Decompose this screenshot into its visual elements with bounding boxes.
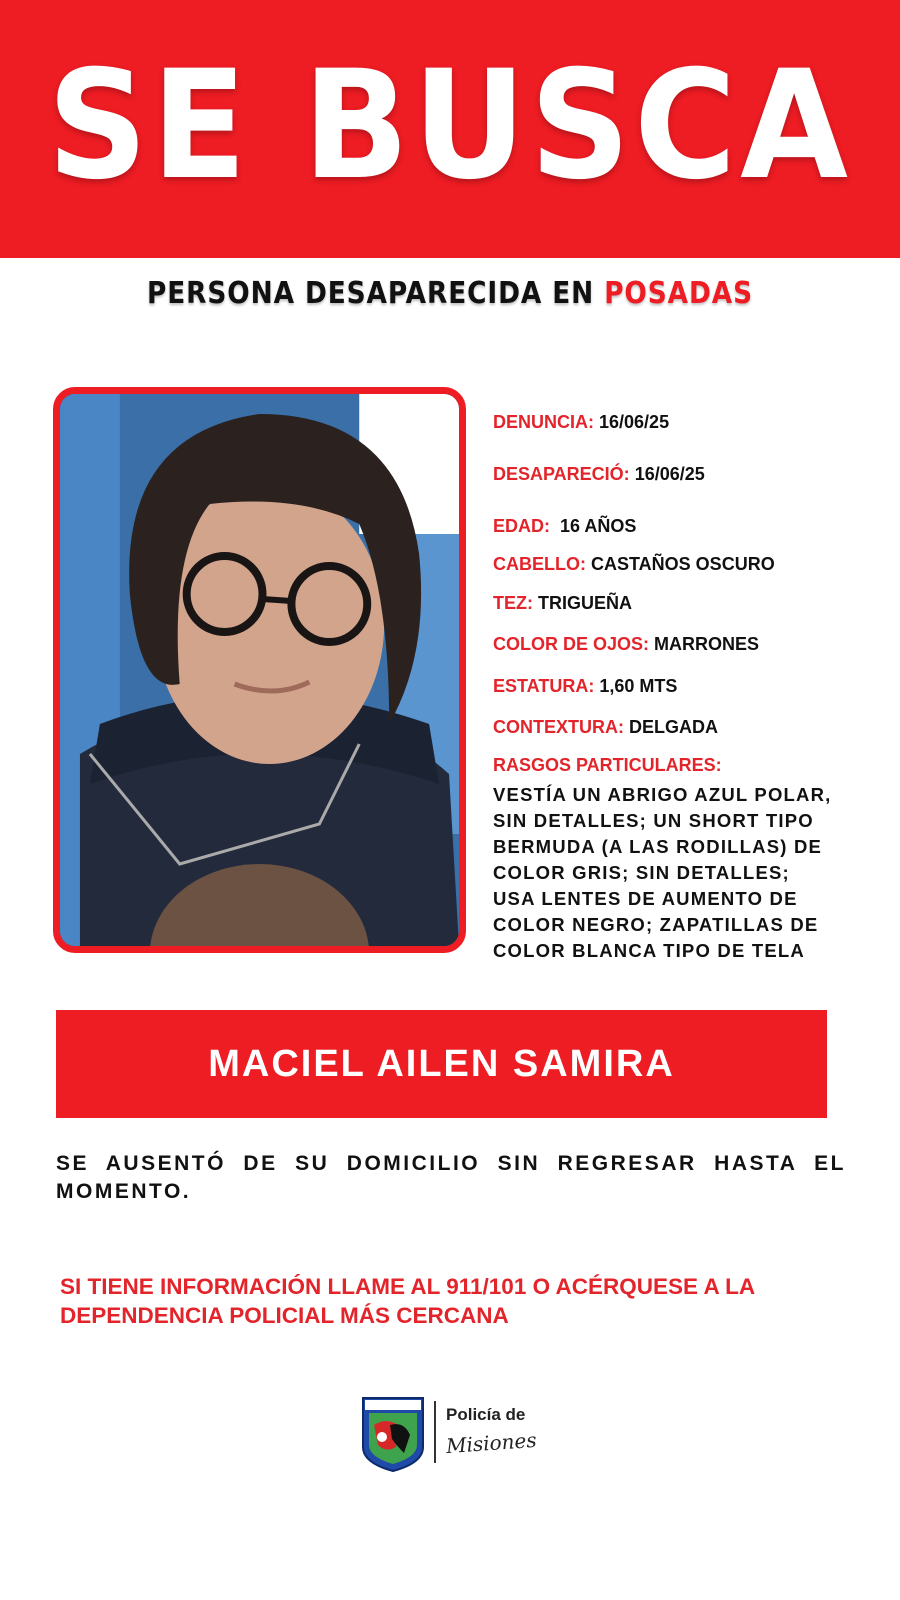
subtitle-city: POSADAS [604, 276, 753, 311]
police-logo [360, 1395, 560, 1475]
detail-contextura [493, 717, 718, 738]
detail-rasgos-label [493, 755, 722, 776]
detail-label: ESTATURA: [493, 676, 595, 696]
subtitle [54, 276, 846, 311]
detail-label: EDAD: [493, 516, 550, 536]
detail-cabello [493, 554, 775, 575]
detail-label: TEZ: [493, 593, 533, 613]
detail-label: COLOR DE OJOS: [493, 634, 650, 654]
logo-divider [434, 1401, 436, 1463]
detail-value: 16/06/25 [599, 412, 670, 432]
detail-label: RASGOS PARTICULARES: [493, 755, 722, 775]
brand-top-text: Policía de [446, 1405, 526, 1424]
detail-value: 1,60 MTS [599, 676, 678, 696]
detail-tez [493, 593, 632, 614]
detail-ojos [493, 634, 759, 655]
header-banner [0, 0, 900, 258]
brand-bottom-text: Misiones [445, 1427, 538, 1459]
detail-value: 16 AÑOS [560, 516, 637, 536]
detail-value: MARRONES [654, 634, 760, 654]
detail-label: DENUNCIA: [493, 412, 594, 432]
missing-person-photo [53, 387, 466, 953]
name-banner [56, 1010, 827, 1118]
detail-label: CONTEXTURA: [493, 717, 624, 737]
detail-rasgos-value: VESTÍA UN ABRIGO AZUL POLAR, SIN DETALLES; UN SHORT TIPO BERMUDA (A LAS RODILLAS) DE COLOR GRIS; SIN DETALLES; USA LENTES DE AUMENTO DE COLOR NEGRO; ZAPATILLAS DE COLOR BLANCA TIPO DE TELA [493, 784, 832, 961]
page-title: SE BUSCA [47, 39, 853, 213]
detail-desaparecio [493, 464, 705, 485]
detail-label: DESAPARECIÓ: [493, 464, 630, 484]
police-shield-icon [360, 1395, 426, 1473]
absence-statement: SE AUSENTÓ DE SU DOMICILIO SIN REGRESAR HASTA EL MOMENTO. [56, 1152, 846, 1203]
detail-value: 16/06/25 [634, 464, 705, 484]
detail-denuncia [493, 412, 669, 433]
detail-edad [493, 516, 636, 537]
person-name: MACIEL AILEN SAMIRA [208, 1042, 675, 1085]
call-to-action: SI TIENE INFORMACIÓN LLAME AL 911/101 O ACÉRQUESE A LA DEPENDENCIA POLICIAL MÁS CERCANA [60, 1274, 755, 1328]
detail-value: DELGADA [629, 717, 719, 737]
detail-value: TRIGUEÑA [538, 593, 633, 613]
detail-label: CABELLO: [493, 554, 586, 574]
detail-estatura [493, 676, 677, 697]
person-photo-illustration [60, 394, 459, 946]
detail-value: CASTAÑOS OSCURO [591, 554, 775, 574]
subtitle-prefix: PERSONA DESAPARECIDA EN [147, 276, 605, 311]
